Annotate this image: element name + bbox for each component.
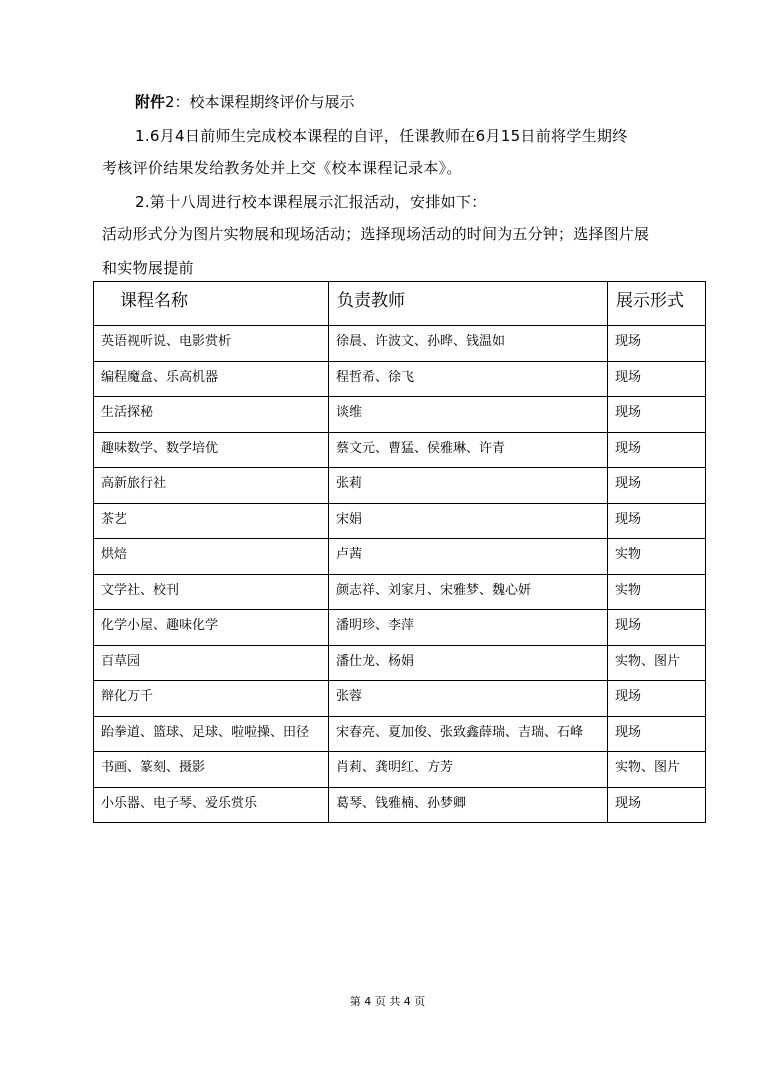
paragraph-1-line-2: 考核评价结果发给教务处并上交《校本课程记录本》。 [102, 159, 462, 177]
cell-teacher: 宋春亮、夏加俊、张致鑫薛瑞、吉瑞、石峰 [329, 716, 608, 752]
cell-teacher: 卢茜 [329, 539, 608, 575]
cell-course-name: 辩化万千 [94, 681, 329, 717]
paragraph-3-line-2: 和实物展提前 [102, 259, 194, 277]
table-row [94, 468, 706, 504]
table-row [94, 645, 706, 681]
table-row [94, 716, 706, 752]
table-row [94, 574, 706, 610]
cell-course-name: 生活探秘 [94, 397, 329, 433]
cell-teacher: 张莉 [329, 468, 608, 504]
cell-display-form: 现场 [608, 397, 706, 433]
cell-display-form: 现场 [608, 326, 706, 362]
table-row [94, 503, 706, 539]
table-row [94, 432, 706, 468]
heading-bold: 附件 [135, 93, 166, 111]
cell-teacher: 蔡文元、曹猛、侯雅琳、许青 [329, 432, 608, 468]
cell-course-name: 书画、篆刻、摄影 [94, 752, 329, 788]
cell-teacher: 潘明珍、李萍 [329, 610, 608, 646]
cell-display-form: 现场 [608, 787, 706, 823]
table-body [94, 326, 706, 823]
table-row [94, 397, 706, 433]
cell-display-form: 实物、图片 [608, 752, 706, 788]
table-row [94, 361, 706, 397]
cell-course-name: 英语视听说、电影赏析 [94, 326, 329, 362]
cell-course-name: 趣味数学、数学培优 [94, 432, 329, 468]
cell-display-form: 现场 [608, 468, 706, 504]
paragraph-1-line-1: 1.6月4日前师生完成校本课程的自评，任课教师在6月15日前将学生期终 [135, 127, 628, 145]
paragraph-2: 2.第十八周进行校本课程展示汇报活动，安排如下： [135, 193, 487, 211]
cell-course-name: 化学小屋、趣味化学 [94, 610, 329, 646]
cell-display-form: 实物、图片 [608, 645, 706, 681]
cell-display-form: 实物 [608, 574, 706, 610]
header-teacher: 负责教师 [329, 282, 608, 326]
header-display-form: 展示形式 [608, 282, 706, 326]
attachment-heading [135, 92, 355, 112]
cell-course-name: 百草园 [94, 645, 329, 681]
cell-course-name: 编程魔盒、乐高机器 [94, 361, 329, 397]
course-table [93, 281, 706, 823]
cell-teacher: 葛琴、钱雅楠、孙梦卿 [329, 787, 608, 823]
cell-course-name: 小乐器、电子琴、爱乐赏乐 [94, 787, 329, 823]
table-row [94, 752, 706, 788]
table-row [94, 610, 706, 646]
page-footer: 第 4 页 共 4 页 [349, 995, 426, 1008]
header-course-name: 课程名称 [94, 282, 329, 326]
table-row [94, 326, 706, 362]
cell-course-name: 跆拳道、篮球、足球、啦啦操、田径 [94, 716, 329, 752]
cell-display-form: 实物 [608, 539, 706, 575]
cell-display-form: 现场 [608, 610, 706, 646]
cell-teacher: 潘仕龙、杨娟 [329, 645, 608, 681]
cell-teacher: 徐晨、许波文、孙晔、钱温如 [329, 326, 608, 362]
cell-teacher: 程哲希、徐飞 [329, 361, 608, 397]
cell-teacher: 颜志祥、刘家月、宋雅梦、魏心妍 [329, 574, 608, 610]
cell-course-name: 高新旅行社 [94, 468, 329, 504]
cell-display-form: 现场 [608, 681, 706, 717]
cell-course-name: 文学社、校刊 [94, 574, 329, 610]
cell-teacher: 张蓉 [329, 681, 608, 717]
heading-rest: 2：校本课程期终评价与展示 [165, 93, 355, 111]
table-header-row [94, 282, 706, 326]
table-row [94, 787, 706, 823]
cell-teacher: 宋娟 [329, 503, 608, 539]
cell-display-form: 现场 [608, 432, 706, 468]
cell-teacher: 肖莉、龚明红、方芳 [329, 752, 608, 788]
paragraph-3-line-1: 活动形式分为图片实物展和现场活动；选择现场活动的时间为五分钟；选择图片展 [102, 225, 650, 243]
cell-display-form: 现场 [608, 503, 706, 539]
table-row [94, 539, 706, 575]
table-row [94, 681, 706, 717]
cell-course-name: 茶艺 [94, 503, 329, 539]
cell-teacher: 谈维 [329, 397, 608, 433]
cell-display-form: 现场 [608, 716, 706, 752]
cell-course-name: 烘焙 [94, 539, 329, 575]
cell-display-form: 现场 [608, 361, 706, 397]
